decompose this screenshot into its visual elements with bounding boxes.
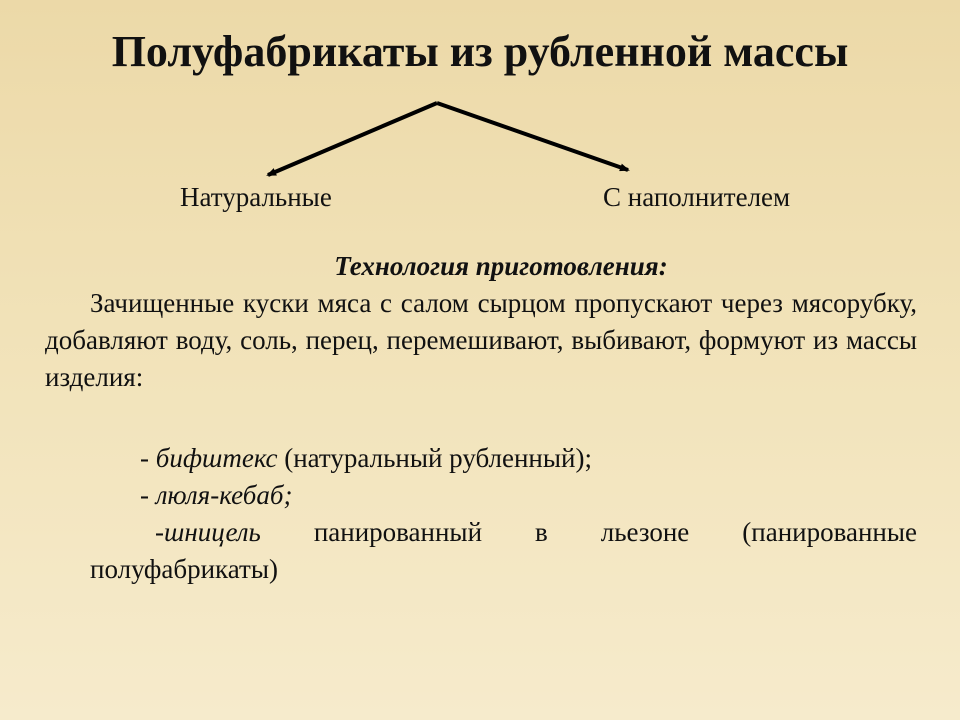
branch-natural: Натуральные <box>180 182 332 212</box>
list-item-desc: (натуральный рубленный); <box>277 443 592 473</box>
list-item <box>90 477 917 514</box>
arrow-to-natural <box>268 103 437 175</box>
list-item <box>90 440 917 477</box>
slide-title: Полуфабрикаты из рубленной массы <box>111 27 849 76</box>
list-item-prefix: - <box>140 443 156 473</box>
list-item-prefix: - <box>155 517 164 547</box>
list-item <box>90 514 917 588</box>
list-item-name: люля-кебаб; <box>155 480 293 510</box>
list-item-prefix: - <box>140 480 156 510</box>
list-item-name: шницель <box>164 517 261 547</box>
arrow-to-filler <box>437 103 628 170</box>
technology-description: Зачищенные куски мяса с салом сырцом пропускают через мясорубку, добавляют воду, соль, перец, перемешивают, выбивают, формуют из массы изделия: <box>45 288 917 392</box>
technology-heading: Технология приготовления: <box>334 251 668 281</box>
branch-arrows-diagram <box>0 0 960 200</box>
branch-with-filler: С наполнителем <box>603 182 791 212</box>
list-item-desc: панированный в льезоне (панированные полуфабрикаты) <box>90 517 917 584</box>
product-list <box>90 440 917 588</box>
list-item-name: бифштекс <box>155 443 278 473</box>
